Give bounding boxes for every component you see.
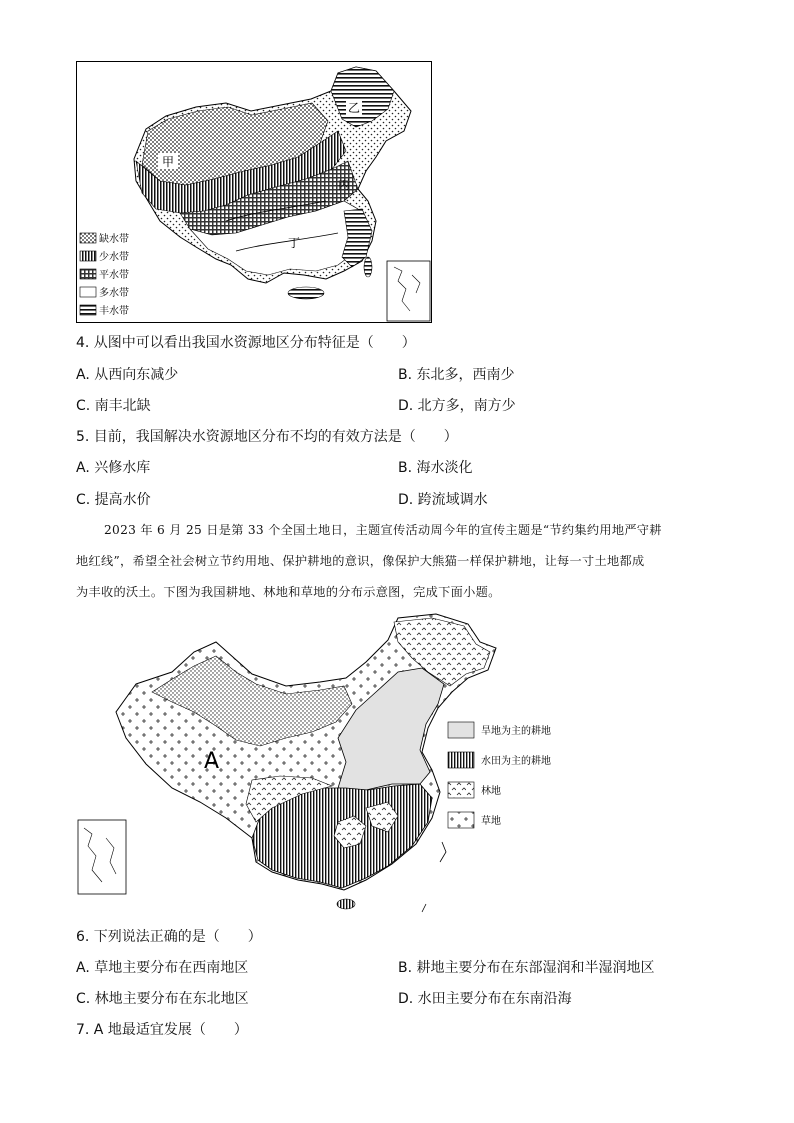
question-5-option-b[interactable]: B. 海水淡化 bbox=[398, 460, 473, 476]
reading-passage bbox=[76, 521, 716, 601]
water-resources-map bbox=[76, 61, 432, 323]
legend-item: 丰水带 bbox=[99, 306, 129, 317]
region-label-yi: 乙 bbox=[348, 101, 361, 115]
question-4-option-d[interactable]: D. 北方多，南方少 bbox=[398, 398, 516, 414]
legend-item: 林地 bbox=[481, 786, 501, 797]
legend-item: 多水带 bbox=[99, 288, 129, 299]
question-5-option-c[interactable]: C. 提高水价 bbox=[76, 492, 151, 508]
legend-item: 平水带 bbox=[99, 270, 129, 281]
question-6-option-c[interactable]: C. 林地主要分布在东北地区 bbox=[76, 991, 249, 1007]
legend-item: 少水带 bbox=[99, 252, 129, 263]
passage-line-2: 地红线”，希望全社会树立节约用地、保护耕地的意识，像保护大熊猫一样保护耕地，让每一寸土地都成 bbox=[76, 554, 645, 568]
map2-legend bbox=[448, 722, 551, 828]
question-6-option-b[interactable]: B. 耕地主要分布在东部湿润和半湿润地区 bbox=[398, 960, 655, 976]
region-label-bing: 丙 bbox=[338, 178, 351, 192]
question-4-stem: 4. 从图中可以看出我国水资源地区分布特征是（ ） bbox=[76, 335, 416, 351]
question-6-option-d[interactable]: D. 水田主要分布在东南沿海 bbox=[398, 991, 572, 1007]
region-label-jia: 甲 bbox=[162, 155, 175, 169]
question-4-option-a[interactable]: A. 从西向东减少 bbox=[76, 367, 179, 383]
question-6-stem: 6. 下列说法正确的是（ ） bbox=[76, 929, 262, 945]
question-4-option-c[interactable]: C. 南丰北缺 bbox=[76, 398, 151, 414]
passage-line-3: 为丰收的沃土。下图为我国耕地、林地和草地的分布示意图，完成下面小题。 bbox=[76, 585, 501, 599]
question-6-option-a[interactable]: A. 草地主要分布在西南地区 bbox=[76, 960, 249, 976]
question-5-option-d[interactable]: D. 跨流域调水 bbox=[398, 492, 488, 508]
region-label-ding: 丁 bbox=[288, 236, 301, 250]
legend-item: 水田为主的耕地 bbox=[481, 756, 551, 767]
region-label-a: A bbox=[204, 749, 220, 774]
legend-item: 草地 bbox=[481, 816, 501, 827]
legend-item: 旱地为主的耕地 bbox=[481, 726, 551, 737]
question-5-option-a[interactable]: A. 兴修水库 bbox=[76, 460, 151, 476]
land-use-map bbox=[76, 612, 576, 922]
question-5-stem: 5. 目前，我国解决水资源地区分布不均的有效方法是（ ） bbox=[76, 429, 458, 445]
passage-line-1: 2023 年 6 月 25 日是第 33 个全国土地日，主题宣传活动周今年的宣传主题是“节约集约用地严守耕 bbox=[104, 523, 662, 537]
legend-item: 缺水带 bbox=[99, 234, 129, 245]
question-4-option-b[interactable]: B. 东北多，西南少 bbox=[398, 367, 515, 383]
question-7-stem: 7. A 地最适宜发展（ ） bbox=[76, 1022, 248, 1038]
